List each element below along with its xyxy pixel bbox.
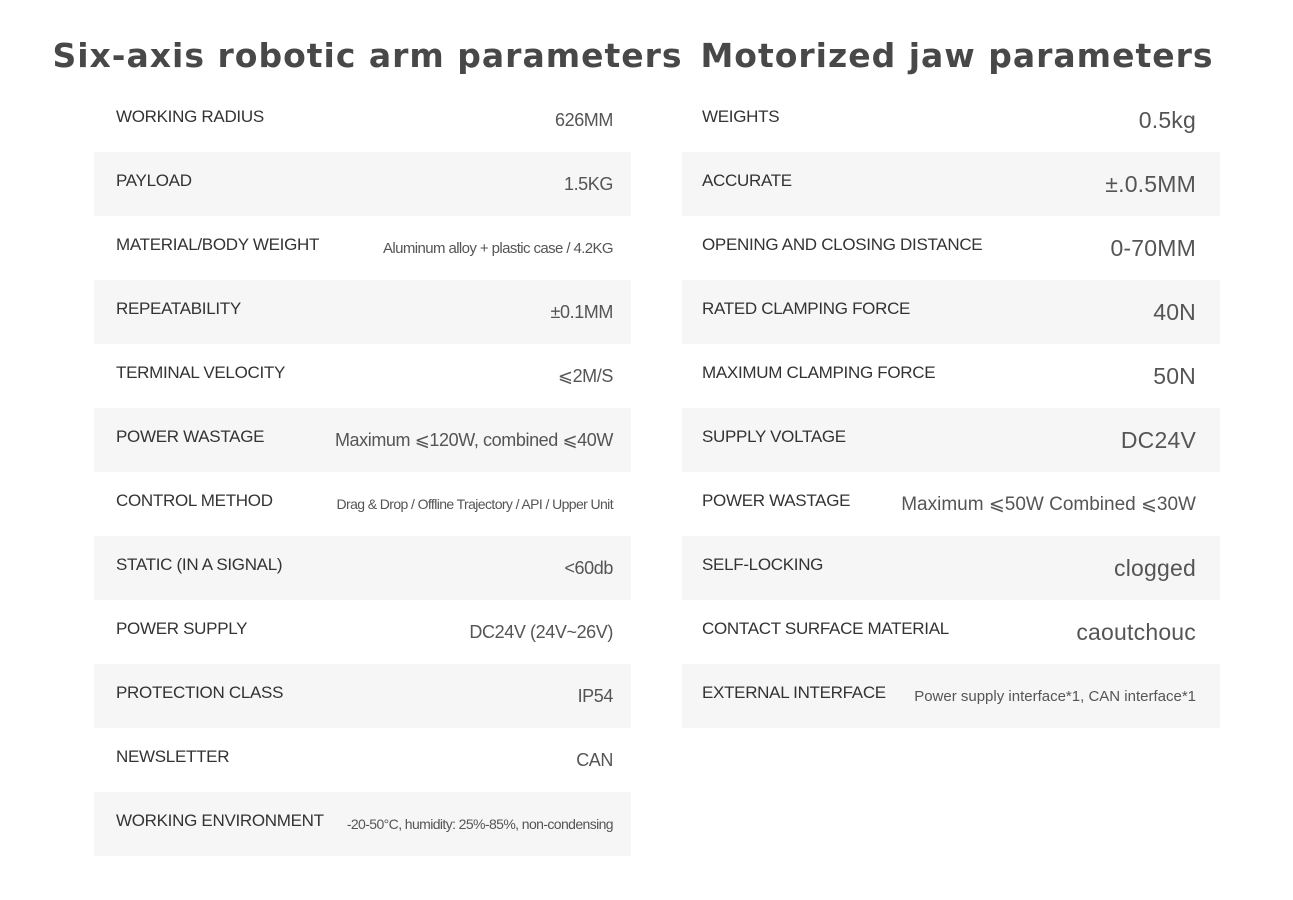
robotic-arm-title: Six-axis robotic arm parameters bbox=[52, 35, 683, 75]
param-value: 626MM bbox=[554, 109, 613, 130]
table-row bbox=[682, 216, 1220, 280]
param-label: MATERIAL/BODY WEIGHT bbox=[116, 235, 320, 254]
param-label: WORKING RADIUS bbox=[116, 107, 264, 126]
param-value: Power supply interface*1, CAN interface*1 bbox=[914, 687, 1196, 705]
param-value: caoutchouc bbox=[1076, 618, 1196, 645]
param-value: clogged bbox=[1114, 554, 1196, 581]
table-row bbox=[94, 216, 631, 280]
param-value: 1.5KG bbox=[563, 173, 613, 194]
param-label: RATED CLAMPING FORCE bbox=[702, 299, 911, 318]
param-label: MAXIMUM CLAMPING FORCE bbox=[702, 363, 936, 382]
table-row bbox=[94, 600, 631, 664]
param-value: 40N bbox=[1153, 298, 1196, 325]
param-value: 0.5kg bbox=[1138, 106, 1196, 133]
table-row bbox=[94, 728, 631, 792]
table-row bbox=[682, 664, 1220, 728]
param-value: DC24V (24V~26V) bbox=[469, 621, 613, 642]
param-value: 50N bbox=[1153, 362, 1196, 389]
param-label: CONTROL METHOD bbox=[116, 491, 273, 510]
table-row bbox=[682, 472, 1220, 536]
table-row bbox=[682, 408, 1220, 472]
table-row bbox=[94, 664, 631, 728]
param-label: OPENING AND CLOSING DISTANCE bbox=[702, 235, 983, 254]
param-label: POWER WASTAGE bbox=[116, 427, 265, 446]
param-label: STATIC (IN A SIGNAL) bbox=[116, 555, 283, 574]
param-label: POWER SUPPLY bbox=[116, 619, 248, 638]
table-row bbox=[682, 600, 1220, 664]
table-row bbox=[94, 472, 631, 536]
param-label: WEIGHTS bbox=[702, 107, 780, 126]
robotic-arm-parameters-panel bbox=[52, 0, 683, 856]
param-value: <60db bbox=[564, 557, 613, 578]
param-label: SUPPLY VOLTAGE bbox=[702, 427, 846, 446]
motorized-jaw-table bbox=[682, 88, 1220, 728]
param-label: NEWSLETTER bbox=[116, 747, 230, 766]
param-value: Aluminum alloy + plastic case / 4.2KG bbox=[383, 239, 613, 257]
table-row bbox=[94, 88, 631, 152]
table-row bbox=[94, 344, 631, 408]
param-value: ±.0.5MM bbox=[1105, 170, 1196, 197]
param-label: SELF-LOCKING bbox=[702, 555, 824, 574]
param-label: REPEATABILITY bbox=[116, 299, 241, 318]
table-row bbox=[682, 88, 1220, 152]
table-row bbox=[94, 280, 631, 344]
table-row bbox=[94, 536, 631, 600]
table-row bbox=[682, 344, 1220, 408]
param-label: PROTECTION CLASS bbox=[116, 683, 284, 702]
param-value: ⩽2M/S bbox=[557, 365, 613, 386]
table-row bbox=[94, 152, 631, 216]
motorized-jaw-title: Motorized jaw parameters bbox=[700, 35, 1214, 75]
param-label: EXTERNAL INTERFACE bbox=[702, 683, 886, 702]
param-value: 0-70MM bbox=[1110, 234, 1196, 261]
param-value: CAN bbox=[576, 749, 613, 770]
param-value: Drag & Drop / Offline Trajectory / API / Upper Unit bbox=[336, 496, 613, 512]
param-label: PAYLOAD bbox=[116, 171, 192, 190]
param-value: IP54 bbox=[577, 685, 613, 706]
param-value: Maximum ⩽120W, combined ⩽40W bbox=[334, 429, 613, 450]
table-row bbox=[682, 280, 1220, 344]
param-label: POWER WASTAGE bbox=[702, 491, 851, 510]
table-row bbox=[94, 408, 631, 472]
table-row bbox=[94, 792, 631, 856]
param-label: TERMINAL VELOCITY bbox=[116, 363, 286, 382]
robotic-arm-table bbox=[94, 88, 631, 856]
param-label: ACCURATE bbox=[702, 171, 792, 190]
param-value: -20-50°C, humidity: 25%-85%, non-condensing bbox=[346, 816, 613, 832]
param-label: CONTACT SURFACE MATERIAL bbox=[702, 619, 949, 638]
table-row bbox=[682, 152, 1220, 216]
param-value: ±0.1MM bbox=[550, 301, 613, 322]
param-label: WORKING ENVIRONMENT bbox=[116, 811, 324, 830]
param-value: DC24V bbox=[1120, 426, 1196, 453]
table-row bbox=[682, 536, 1220, 600]
motorized-jaw-parameters-panel bbox=[682, 0, 1220, 728]
param-value: Maximum ⩽50W Combined ⩽30W bbox=[901, 493, 1196, 515]
